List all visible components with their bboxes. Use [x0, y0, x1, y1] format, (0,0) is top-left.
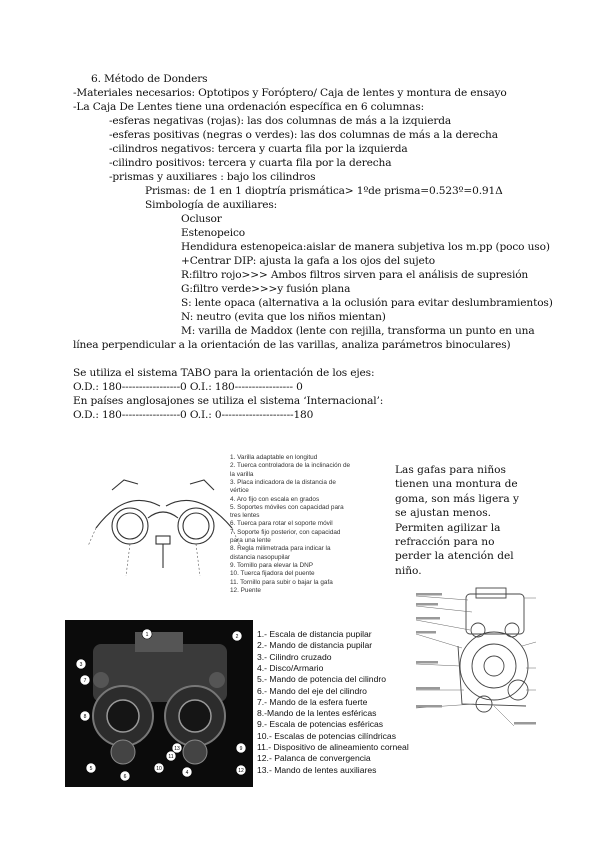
legend-line: 12. Puente [230, 586, 261, 594]
intl-values: O.D.: 180-----------------0 O.I.: 0---------------------180 [73, 409, 314, 421]
legend-line: 2. Tuerca controladora de la inclinación de [230, 462, 351, 470]
phoropter-photo [65, 620, 253, 787]
legend-line: vértice [230, 487, 249, 495]
text-line: -esferas negativas (rojas): las dos columnas de más a la izquierda [109, 115, 452, 127]
marker-label: 13 [174, 745, 180, 752]
legend-line: 6.- Mando del eje del cilindro [257, 685, 367, 696]
marker-label: 3 [79, 661, 83, 668]
text-line: Prismas: de 1 en 1 dioptría prismática> 1ºde prisma=0.523º=0.91Δ [145, 185, 503, 197]
text-line: Estenopeico [181, 227, 245, 239]
marker-label: 6 [123, 773, 127, 780]
legend-line: 9. Tornillo para elevar la DNP [230, 561, 313, 569]
legend-line: la varilla [230, 470, 254, 478]
marker-label: 2 [235, 633, 239, 640]
trial-frame-figure [86, 466, 242, 584]
marker-label: 9 [239, 745, 243, 752]
text-line: línea perpendicular a la orientación de las varillas, analiza parámetros binoculares) [73, 339, 511, 351]
marker-label: 4 [185, 769, 189, 776]
text-line: -Materiales necesarios: Optotipos y Foróptero/ Caja de lentes y montura de ensayo [73, 87, 507, 99]
legend-line: 7.- Mando de la esfera fuerte [257, 696, 368, 707]
legend-line: 3. Placa indicadora de la distancia de [230, 478, 336, 486]
marker-label: 5 [89, 765, 93, 772]
legend-line: para una lente [230, 537, 271, 544]
text-line: M: varilla de Maddox (lente con rejilla, transforma un punto en una [181, 325, 535, 337]
legend-line: 1. Varilla adaptable en longitud [230, 454, 318, 461]
legend-line: distancia nasopupilar [230, 553, 291, 561]
legend-line: tres lentes [230, 512, 260, 520]
tabo-intro: Se utiliza el sistema TABO para la orientación de los ejes: [73, 367, 375, 379]
legend-line: 10. Tuerca fijadora del puente [230, 570, 315, 578]
marker-label: 11 [168, 753, 174, 760]
marker-label: 10 [156, 765, 162, 772]
text-line: Oclusor [181, 213, 222, 225]
tabo-values: O.D.: 180-----------------0 O.I.: 180----------------- 0 [73, 381, 303, 393]
legend-line: 6. Tuerca para rotar el soporte móvil [230, 520, 333, 528]
legend-line: 2.- Mando de distancia pupilar [257, 640, 373, 651]
text-line: R:filtro rojo>>> Ambos filtros sirven para el análisis de supresión [181, 269, 529, 281]
legend-line: 1.- Escala de distancia pupilar [257, 629, 372, 639]
text-line: +Centrar DIP: ajusta la gafa a los ojos del sujeto [181, 255, 435, 267]
text-line: -cilindros negativos: tercera y cuarta fila por la izquierda [109, 143, 408, 155]
intl-intro: En países anglosajones se utiliza el sistema ‘Internacional’: [73, 395, 384, 407]
legend-line: 3.- Cilindro cruzado [257, 651, 332, 662]
marker-label: 12 [238, 767, 244, 774]
text-line: -La Caja De Lentes tiene una ordenación específica en 6 columnas: [73, 101, 425, 113]
text-line: S: lente opaca (alternativa a la oclusión para evitar deslumbramientos) [181, 297, 553, 309]
section-heading: 6. Método de Donders [91, 73, 208, 85]
text-line: G:filtro verde>>>y fusión plana [181, 283, 351, 295]
legend-line: 8. Regla milimetrada para indicar la [230, 545, 331, 553]
gafas-note: Las gafas para niños tienen una montura de goma, son más ligera y se ajustan menos. Permiten agilizar la refracción para no perder la atención del niño. [395, 464, 519, 577]
phoropter-diagram [414, 586, 538, 734]
text-line: N: neutro (evita que los niños mientan) [181, 311, 386, 323]
legend-line: 4. Aro fijo con escala en grados [230, 495, 320, 503]
text-line: -prismas y auxiliares : bajo los cilindros [109, 171, 316, 183]
legend-line: 8.-Mando de la lentes esféricas [257, 708, 377, 719]
text-line: Hendidura estenopeica:aislar de manera subjetiva los m.pp (poco uso) [181, 241, 550, 253]
legend-line: 9.- Escala de potencias esféricas [257, 719, 384, 730]
marker-label: 1 [145, 631, 149, 638]
legend-line: 10.- Escalas de potencias cilíndricas [257, 730, 397, 741]
legend-line: 5.- Mando de potencia del cilindro [257, 674, 386, 685]
marker-label: 7 [83, 677, 87, 684]
marker-label: 8 [83, 713, 87, 720]
legend-line: 11.- Dispositivo de alineamiento corneal [257, 742, 409, 752]
text-line: -cilindro positivos: tercera y cuarta fila por la derecha [109, 157, 392, 169]
legend-line: 13.- Mando de lentes auxiliares [257, 764, 377, 775]
legend-line: 5. Soportes móviles con capacidad para [230, 503, 344, 511]
legend-line: 7. Soporte fijo posterior, con capacidad [230, 528, 341, 536]
legend-line: 12.- Palanca de convergencia [257, 753, 371, 764]
text-line: Simbología de auxiliares: [145, 199, 278, 211]
text-line: -esferas positivas (negras o verdes): las dos columnas de más a la derecha [109, 129, 498, 141]
legend-line: 4.- Disco/Armario [257, 662, 324, 673]
legend-line: 11. Tornillo para subir o bajar la gafa [230, 578, 333, 586]
